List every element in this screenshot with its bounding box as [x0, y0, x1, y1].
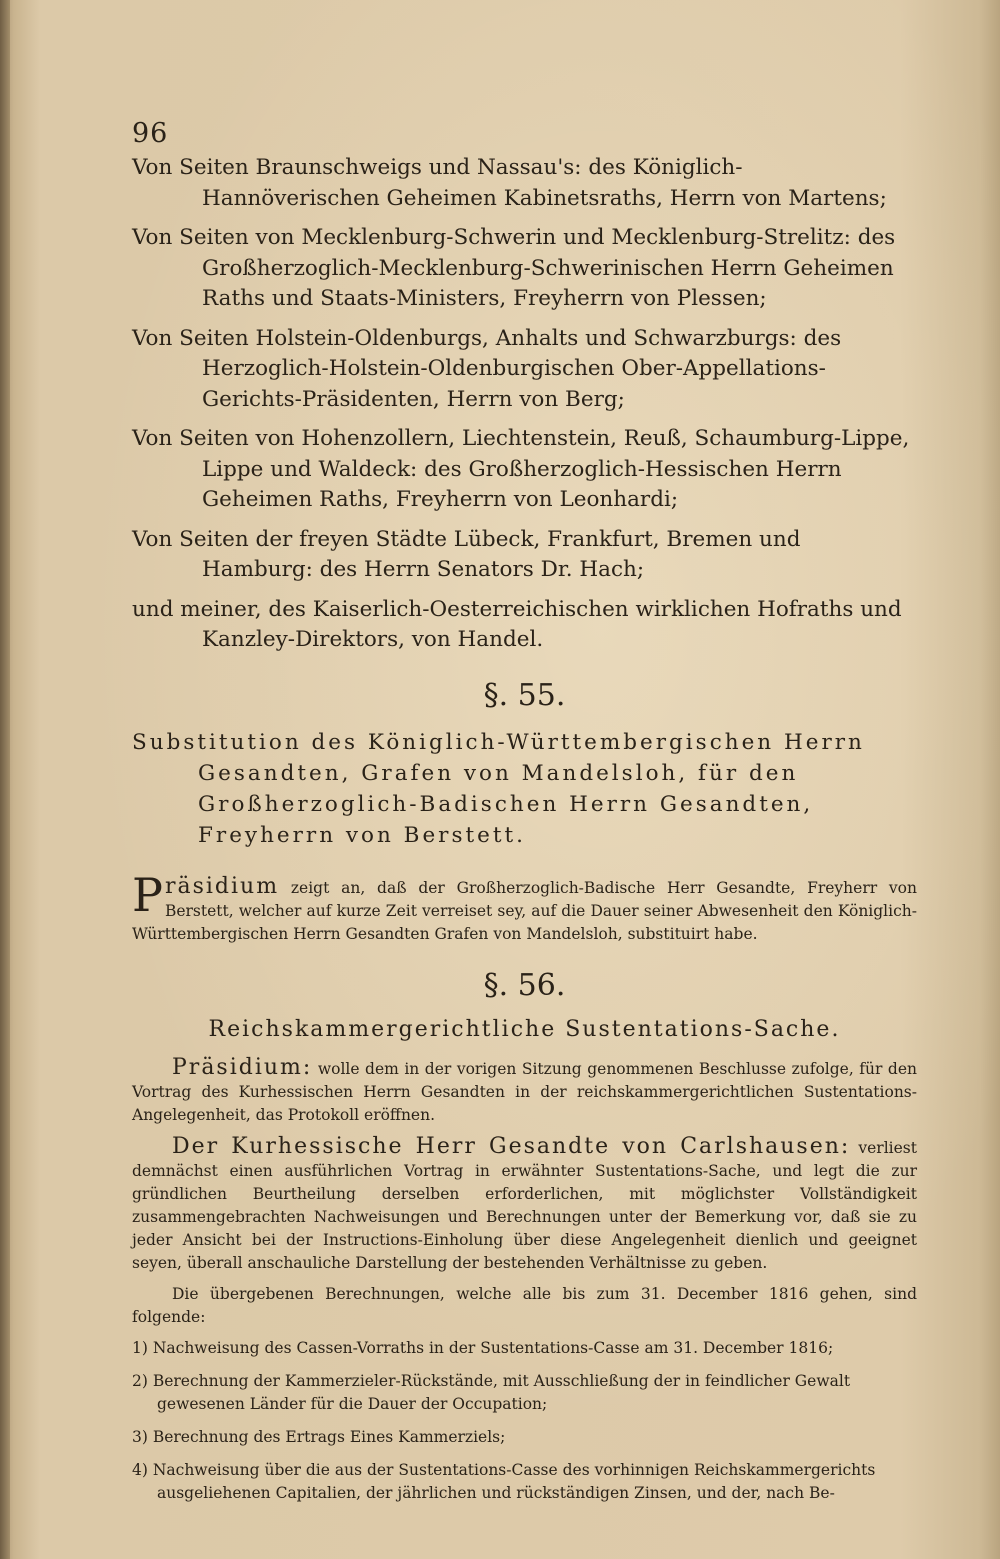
section-56-paragraph	[132, 1056, 917, 1127]
list-item: 2) Berechnung der Kammerzieler-Rückstände, mit Ausschließung der in feindlicher Gewalt gewesenen Länder für die Dauer der Occupation;	[132, 1371, 851, 1413]
section-56-title: Reichskammergerichtliche Sustentations-Sache.	[208, 1016, 841, 1042]
delegate-entry: Von Seiten von Hohenzollern, Liechtenstein, Reuß, Schaumburg-Lippe, Lippe und Waldeck: des Großherzoglich-Hessischen Herrn Geheimen Raths, Freyherrn von Leonhardi;	[132, 426, 910, 512]
paragraph-lead: Der Kurhessische Herr Gesandte von Carlshausen:	[172, 1133, 851, 1159]
list-item: 1) Nachweisung des Cassen-Vorraths in der Sustentations-Casse am 31. December 1816;	[132, 1338, 834, 1357]
list-item: 3) Berechnung des Ertrags Eines Kammerziels;	[132, 1427, 506, 1446]
delegate-entry: Von Seiten der freyen Städte Lübeck, Frankfurt, Bremen und Hamburg: des Herrn Senators Dr. Hach;	[132, 526, 801, 582]
list-item: 4) Nachweisung über die aus der Sustentations-Casse des vorhinnigen Reichskammergerichts ausgeliehenen Capitalien, der jährlichen und rückständigen Zinsen, und der, nach Be-	[132, 1460, 876, 1502]
paragraph-lead: räsidium	[164, 873, 280, 899]
paragraph-text: verliest demnächst einen ausführlichen Vortrag in erwähnter Sustentations-Sache, und legt die zur gründlichen Beurtheilung derselben erforderlichen, mit möglichster Vollständigkeit zusammengebrachten Nachweisungen und Berechnungen unter der Bemerkung vor, daß sie zu jeder Ansicht bei der Instructions-Einholung über diese Angelegenheit dienlich und geeignet seyen, überall anschauliche Darstellung der bestehenden Verhältnisse zu geben.	[132, 1138, 917, 1272]
section-56-paragraph: Die übergebenen Berechnungen, welche alle bis zum 31. December 1816 gehen, sind folgende:	[132, 1284, 917, 1326]
drop-cap: P	[132, 867, 163, 922]
delegate-entry: Von Seiten Braunschweigs und Nassau's: des Königlich-Hannöverischen Geheimen Kabinetsraths, Herrn von Martens;	[132, 155, 887, 211]
paragraph-text: wolle dem in der vorigen Sitzung genommenen Beschlusse zufolge, für den Vortrag des Kurhessischen Herrn Gesandten in der reichskammergerichtlichen Sustentations-Angelegenheit, das Protokoll eröffnen.	[132, 1059, 917, 1124]
section-55-heading: §. 55.	[483, 677, 566, 713]
delegate-entry: Von Seiten Holstein-Oldenburgs, Anhalts und Schwarzburgs: des Herzoglich-Holstein-Oldenburgischen Ober-Appellations-Gerichts-Präsidenten, Herrn von Berg;	[132, 325, 842, 412]
section-56-heading: §. 56.	[483, 967, 566, 1003]
paragraph-text: zeigt an, daß der Großherzoglich-Badische Herr Gesandte, Freyherr von Berstett, welcher auf kurze Zeit verreiset sey, auf die Dauer seiner Abwesenheit den Königlich-Württembergischen Herrn Gesandten Grafen von Mandelsloh, substituirt habe.	[132, 878, 917, 943]
book-spine-shadow	[0, 0, 10, 1559]
page-number: 96	[132, 118, 169, 149]
section-55-title: Substitution des Königlich-Württembergischen Herrn Gesandten, Grafen von Mandelsloh, für den Großherzoglich-Badischen Herrn Gesandten, Freyherrn von Berstett.	[132, 729, 865, 848]
delegate-entry: Von Seiten von Mecklenburg-Schwerin und Mecklenburg-Strelitz: des Großherzoglich-Mecklenburg-Schwerinischen Herrn Geheimen Raths und Staats-Ministers, Freyherrn von Plessen;	[132, 225, 896, 311]
paragraph-lead: Präsidium:	[172, 1054, 313, 1080]
section-56-paragraph	[132, 1135, 917, 1275]
section-55-paragraph	[132, 867, 917, 946]
delegate-entry: und meiner, des Kaiserlich-Oesterreichischen wirklichen Hofraths und Kanzley-Direktors, von Handel.	[132, 596, 902, 652]
page-content	[132, 118, 917, 1515]
